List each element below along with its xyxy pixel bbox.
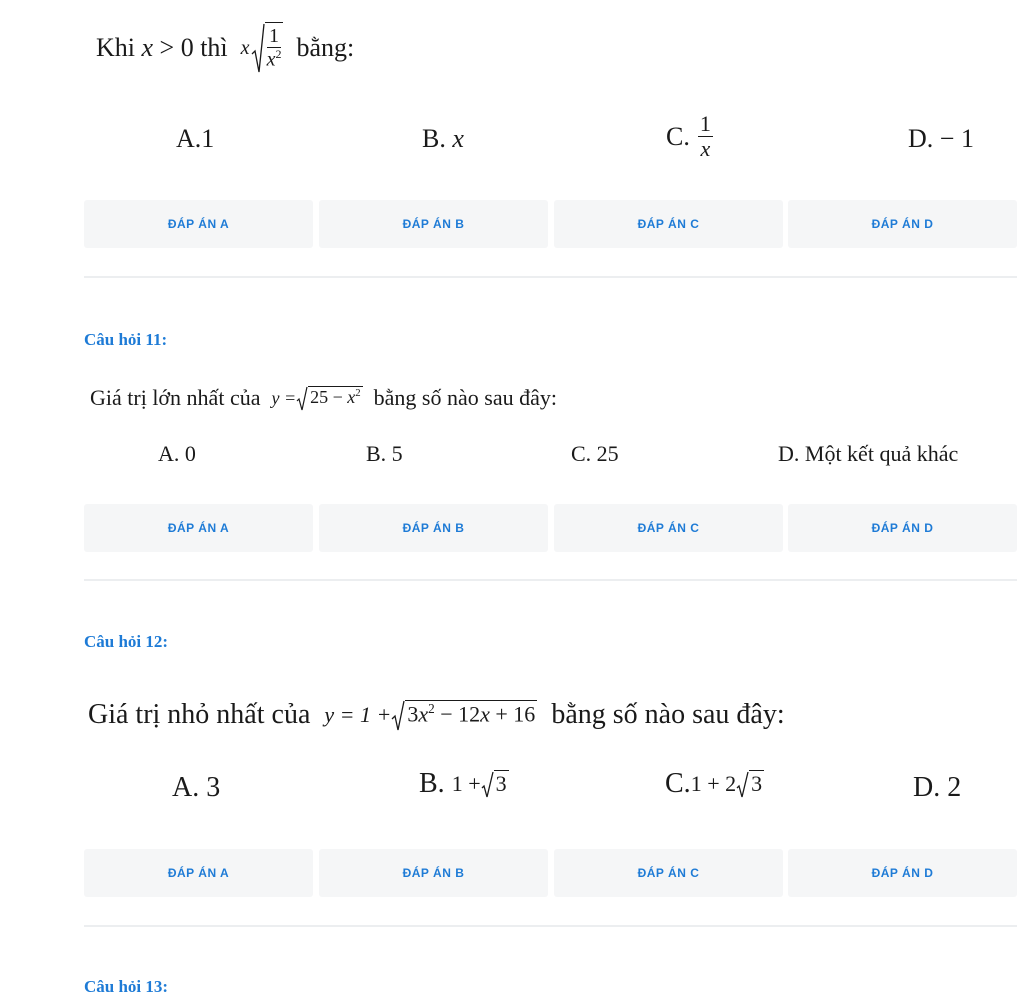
q12-answer-buttons bbox=[84, 849, 1017, 897]
q10-stem-prefix: Khi bbox=[96, 33, 135, 62]
answer-d-button[interactable]: ĐÁP ÁN D bbox=[788, 849, 1017, 897]
q12-option-b-math: 1 + 3 bbox=[451, 770, 507, 796]
answer-b-button[interactable]: ĐÁP ÁN B bbox=[319, 504, 548, 552]
answer-b-button[interactable]: ĐÁP ÁN B bbox=[319, 200, 548, 248]
answer-a-button[interactable]: ĐÁP ÁN A bbox=[84, 200, 313, 248]
q11-option-c: C. 25 bbox=[571, 441, 619, 466]
q10-expr-var: x bbox=[240, 36, 250, 59]
q10-fraction bbox=[265, 22, 284, 71]
q11-option-a: A. 0 bbox=[158, 441, 196, 466]
answer-a-button[interactable]: ĐÁP ÁN A bbox=[84, 849, 313, 897]
q10-answer-buttons bbox=[84, 200, 1017, 248]
q12-title: Câu hỏi 12: bbox=[84, 632, 169, 651]
answer-c-button[interactable]: ĐÁP ÁN C bbox=[554, 200, 783, 248]
q12-option-d: D. 2 bbox=[913, 772, 962, 803]
q11-stem-prefix: Giá trị lớn nhất của bbox=[90, 385, 261, 410]
q12-math-expression: y = 1 + $3x^2 - 12x + 16$ bbox=[324, 699, 537, 731]
sqrt-sign-icon bbox=[481, 770, 494, 798]
q11-radicand: $25 - x^2$ bbox=[310, 387, 361, 407]
q10-option-c-fraction: $\frac{1}{x}$ bbox=[699, 111, 711, 162]
answer-d-button[interactable]: ĐÁP ÁN D bbox=[788, 504, 1017, 552]
q10-stem-suffix: bằng: bbox=[296, 33, 355, 62]
q10-cond-var: x bbox=[141, 33, 154, 62]
divider bbox=[84, 925, 1017, 927]
q10-frac-den: $x^2$ bbox=[266, 46, 282, 71]
q10-option-b: B. x bbox=[422, 124, 464, 153]
q11-option-b: B. 5 bbox=[366, 441, 403, 466]
q11-title: Câu hỏi 11: bbox=[84, 330, 168, 349]
sqrt-sign-icon bbox=[736, 770, 749, 798]
q12-option-b: B. 1 + 3 bbox=[419, 768, 507, 799]
q12-stem-prefix: Giá trị nhỏ nhất của bbox=[88, 699, 311, 730]
q10-stem bbox=[96, 18, 354, 78]
q11-stem-suffix: bằng số nào sau đây: bbox=[373, 385, 557, 410]
q10-option-d: D. − 1 bbox=[908, 124, 974, 153]
answer-d-button[interactable]: ĐÁP ÁN D bbox=[788, 200, 1017, 248]
q12-stem-suffix: bằng số nào sau đây: bbox=[551, 699, 785, 730]
q12-stem bbox=[88, 693, 785, 737]
q12-option-a: A. 3 bbox=[172, 772, 221, 803]
q10-option-c: C. $\frac{1}{x}$ bbox=[666, 111, 711, 162]
q10-frac-num: 1 bbox=[269, 24, 279, 47]
answer-c-button[interactable]: ĐÁP ÁN C bbox=[554, 504, 783, 552]
q12-radicand: $3x^2 - 12x + 16$ bbox=[407, 700, 536, 727]
q11-option-d: D. Một kết quả khác bbox=[778, 441, 959, 466]
q10-cond-rest: > 0 thì bbox=[159, 33, 228, 62]
q13-title: Câu hỏi 13: bbox=[84, 977, 169, 996]
q10-math-expression bbox=[241, 22, 284, 74]
sqrt-sign-icon bbox=[296, 385, 308, 411]
q11-answer-buttons bbox=[84, 504, 1017, 552]
divider bbox=[84, 579, 1017, 581]
q11-stem bbox=[90, 380, 557, 416]
q11-math-expression: y = $25 - x^2$ bbox=[271, 385, 362, 411]
q10-option-a: A.1 bbox=[176, 124, 215, 153]
q12-option-c: C. 1 + 2 3 bbox=[665, 768, 763, 799]
divider bbox=[84, 276, 1017, 278]
sqrt-sign-icon bbox=[391, 699, 405, 731]
sqrt-sign-icon bbox=[251, 22, 265, 74]
q12-option-c-math: 1 + 2 3 bbox=[690, 770, 763, 796]
answer-b-button[interactable]: ĐÁP ÁN B bbox=[319, 849, 548, 897]
answer-c-button[interactable]: ĐÁP ÁN C bbox=[554, 849, 783, 897]
answer-a-button[interactable]: ĐÁP ÁN A bbox=[84, 504, 313, 552]
